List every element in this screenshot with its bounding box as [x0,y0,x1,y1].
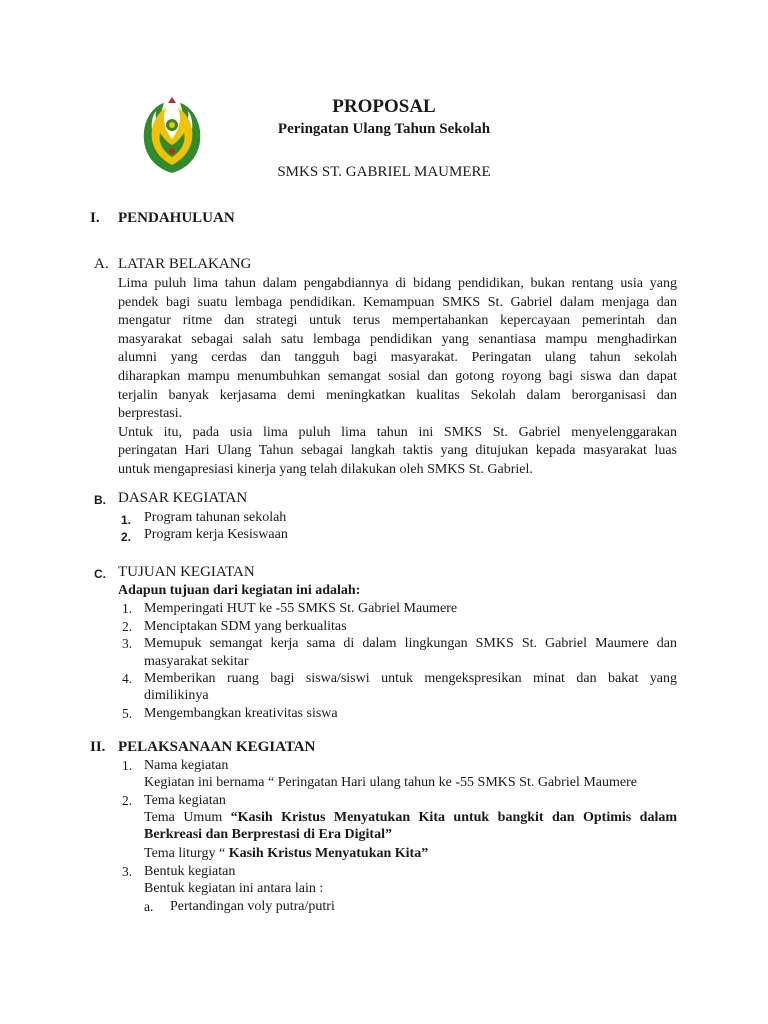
list-item-label: Tema kegiatan [144,793,226,808]
sub-list-item: Pertandingan voly putra/putri [170,899,335,914]
list-item-detail: Bentuk kegiatan ini antara lain : [144,881,324,896]
list-item: Memupuk semangat kerja sama di dalam lingkungan SMKS St. Gabriel Maumere dan [144,636,677,651]
list-number: 2. [121,530,132,544]
list-item: Program tahunan sekolah [144,510,287,525]
subsection-a-heading: LATAR BELAKANG [118,256,252,272]
paragraph-line: pendek bagi suatu lembaga pendidikan. Kemampuan SMKS St. Gabriel dalam menjaga dan [118,294,677,310]
list-number: 4. [122,671,133,686]
list-number: 3. [122,636,133,651]
subsection-c-heading: TUJUAN KEGIATAN [118,564,255,580]
list-item-label: Nama kegiatan [144,758,229,773]
paragraph-line: terjalin banyak kerjasama demi meningkatkan kualitas Sekolah dalam berorganisasi dan [118,387,677,403]
list-number: 1. [121,513,132,527]
list-item-label: Bentuk kegiatan [144,864,236,879]
tema-umum [144,810,677,826]
section-2-number: II. [90,739,106,755]
list-item: Memberikan ruang bagi siswa/siswi untuk mengekspresikan minat dan bakat yang [144,671,677,686]
subsection-a-letter: A. [94,256,109,272]
tema-umum-text-continued: Berkreasi dan Berprestasi di Era Digital” [144,827,392,842]
tema-umum-prefix: Tema Umum [144,810,231,825]
paragraph-line: mengatur ritme dan strategi untuk terus mempertahankan kepercayaan pemerintah dan [118,313,677,329]
list-item-continued: masyarakat sekitar [144,654,249,669]
tema-liturgy [144,846,428,862]
list-number: 2. [122,619,133,634]
paragraph-line: alumni yang cerdas dan tangguh bagi masyarakat. Peringatan ulang tahun sekolah [118,350,677,366]
latar-belakang-paragraph [118,275,677,480]
section-1-number: I. [90,210,100,226]
paragraph-line: masyarakat sebagai salah satu lembaga pendidikan yang senantiasa mampu menghadirkan [118,331,677,347]
document-subtitle: Peringatan Ulang Tahun Sekolah [277,121,491,137]
paragraph-line: untuk mengapresiasi kinerja yang telah dilakukan oleh SMKS St. Gabriel. [118,461,533,477]
list-number: 3. [122,864,133,879]
tema-liturgy-text: Kasih Kristus Menyatukan Kita” [228,846,429,861]
list-item-continued: dimilikinya [144,688,209,703]
tema-liturgy-prefix: Tema liturgy “ [144,846,229,861]
tujuan-intro: Adapun tujuan dari kegiatan ini adalah: [118,583,361,598]
paragraph-line: Lima puluh lima tahun dalam pengabdiannya di bidang pendidikan, bukan rentang usia yang [118,276,677,291]
paragraph-line: peringatan Hari Ulang Tahun sebagai langkah taktis yang ditujukan kepada masyarakat luas [118,443,677,459]
list-number: 1. [122,601,133,616]
section-2-heading: PELAKSANAAN KEGIATAN [118,739,316,755]
tema-umum-text: “Kasih Kristus Menyatukan Kita untuk bangkit dan Optimis dalam [230,810,678,825]
list-item-detail: Kegiatan ini bernama “ Peringatan Hari ulang tahun ke -55 SMKS St. Gabriel Maumere [144,775,637,790]
list-item: Mengembangkan kreativitas siswa [144,706,338,721]
list-item: Memperingati HUT ke -55 SMKS St. Gabriel Maumere [144,601,458,616]
sub-list-letter: a. [144,899,154,914]
list-item: Menciptakan SDM yang berkualitas [144,619,347,634]
list-number: 5. [122,706,133,721]
subsection-b-letter: B. [94,493,106,507]
paragraph-line: berprestasi. [118,406,183,422]
paragraph-line: diharapkan mampu menumbuhkan semangat sosial dan gotong royong bagi siswa dan dapat [118,368,677,384]
subsection-b-heading: DASAR KEGIATAN [118,490,248,506]
paragraph-line: Untuk itu, pada usia lima puluh lima tahun ini SMKS St. Gabriel menyelenggarakan [118,424,677,440]
subsection-c-letter: C. [94,567,106,581]
section-1-heading: PENDAHULUAN [118,210,235,226]
list-number: 2. [122,793,133,808]
school-name: SMKS ST. GABRIEL MAUMERE [277,164,491,180]
list-item: Program kerja Kesiswaan [144,527,288,542]
document-title: PROPOSAL [332,96,436,117]
list-number: 1. [122,758,133,773]
